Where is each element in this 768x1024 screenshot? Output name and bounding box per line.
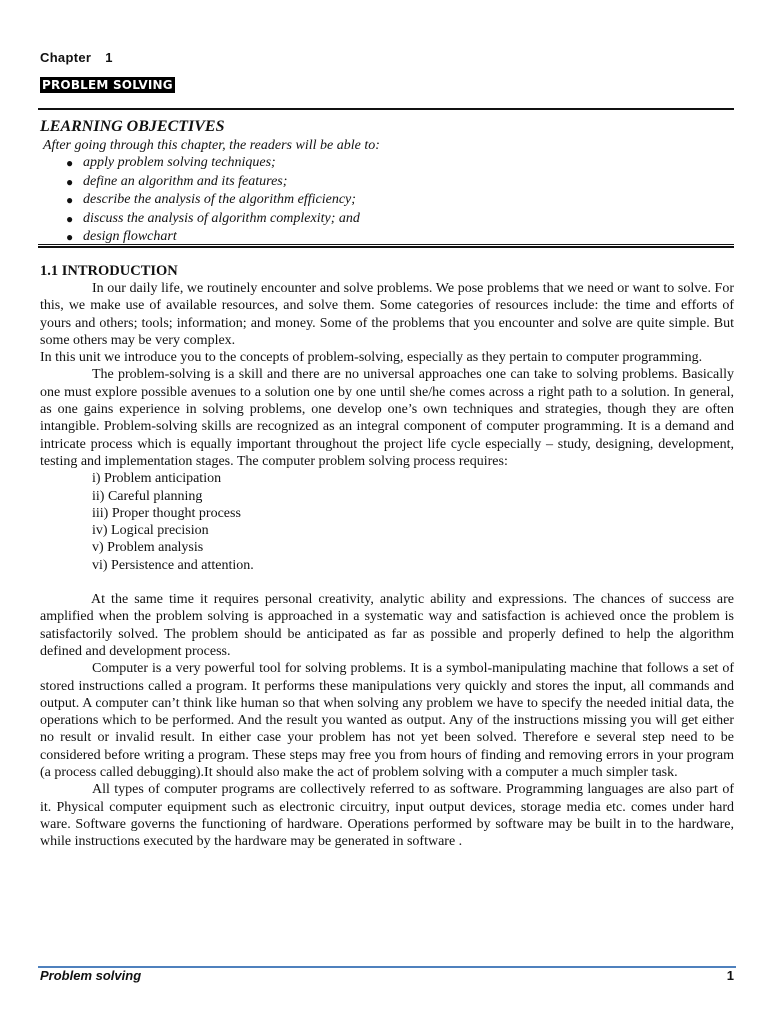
chapter-word: Chapter bbox=[40, 50, 92, 65]
objective-item: ● describe the analysis of the algorithm efficiency; bbox=[66, 191, 734, 210]
bullet-icon: ● bbox=[66, 230, 74, 244]
paragraph: In this unit we introduce you to the concepts of problem-solving, especially as they pertain to computer programming. bbox=[40, 350, 703, 366]
objectives-list bbox=[40, 154, 734, 247]
objectives-intro: After going through this chapter, the readers will be able to: bbox=[43, 138, 380, 153]
footer-rule bbox=[38, 966, 736, 968]
footer-title: Problem solving bbox=[40, 968, 142, 983]
paragraph: The problem-solving is a skill and there are no universal approaches one can take to solving problems. Basically one must explore possible avenues to a solution one by one until she/he comes across a right path to a solution. In general, as one gains experience in solving problems, one develop one’s own techniques and strategies, though they are often intangible. Problem-solving skills are recognized as an integral component of computer programming. It is a demand and intricate process which is equally important throughout the project life cycle especially – study, designing, development, testing and implementation stages. The computer problem solving process requires: bbox=[40, 367, 734, 469]
paragraph: In our daily life, we routinely encounter and solve problems. We pose problems that we need or want to solve. For this, we make use of available resources, and solve them. Some categories of resources include: the time and efforts of yours and others; tools; information; and money. Some of the problems that you encounter and solve are quite simple. But some others may be very complex. bbox=[40, 281, 734, 348]
paragraph: At the same time it requires personal creativity, analytic ability and expressions. The chances of success are amplified when the problem solving is approached in a systematic way and satisfaction is achieved once the problem is satisfactorily solved. The problem should be anticipated as far as possible and properly defined to help the algorithm defined and development process. bbox=[40, 592, 734, 659]
bullet-icon: ● bbox=[66, 174, 74, 189]
requirement-item: i) Problem anticipation bbox=[92, 471, 222, 487]
requirement-item: iv) Logical precision bbox=[92, 523, 209, 539]
requirement-item: vi) Persistence and attention. bbox=[92, 557, 254, 573]
top-rule bbox=[38, 108, 734, 110]
bullet-icon: ● bbox=[66, 156, 74, 170]
bullet-icon: ● bbox=[66, 211, 74, 226]
introduction-section bbox=[40, 262, 734, 851]
requirement-item: v) Problem analysis bbox=[92, 540, 204, 556]
objective-item: ● define an algorithm and its features; bbox=[66, 173, 734, 192]
chapter-topic-banner: PROBLEM SOLVING bbox=[42, 78, 173, 92]
objectives-rule-lower bbox=[38, 246, 734, 248]
chapter-label bbox=[40, 50, 113, 65]
paragraph: Computer is a very powerful tool for solving problems. It is a symbol-manipulating machine that follows a set of stored instructions called a program. It performs these manipulations very quickly and stores the input, all commands and output. A computer can’t think like human so that when solving any problem we have to specify the needed initial data, the operations which to be performed. And the result you wanted as output. Any of the instructions missing you will get either no result or invalid result. In either case your problem has not yet been solved. Therefore e several step need to be considered before writing a program. These steps may free you from hours of finding and removing errors in your program (a process called debugging).It should also make the act of problem solving with a computer a much simpler task. bbox=[40, 661, 734, 781]
requirement-item: iii) Proper thought process bbox=[92, 505, 241, 521]
objective-item: ● apply problem solving techniques; bbox=[66, 154, 734, 173]
objectives-rule-upper bbox=[38, 244, 734, 245]
section-heading: 1.1 INTRODUCTION bbox=[40, 263, 178, 279]
learning-objectives bbox=[40, 117, 734, 247]
chapter-number: 1 bbox=[105, 50, 113, 65]
paragraph-gap bbox=[40, 574, 734, 591]
page-number: 1 bbox=[726, 968, 734, 983]
objectives-title: LEARNING OBJECTIVES bbox=[40, 118, 225, 135]
requirement-item: ii) Careful planning bbox=[92, 488, 203, 504]
bullet-icon: ● bbox=[66, 193, 74, 207]
requirements-list bbox=[40, 470, 734, 574]
objective-item: ● design flowchart bbox=[66, 228, 734, 247]
objective-item: ● discuss the analysis of algorithm complexity; and bbox=[66, 210, 734, 229]
paragraph: All types of computer programs are collectively referred to as software. Programming languages are also part of it. Physical computer equipment such as electronic circuitry, input output devices, storage media etc. comes under hard ware. Software governs the functioning of hardware. Operations performed by software may be built in to the hardware, while instructions executed by the hardware may be generated in software . bbox=[40, 782, 734, 850]
